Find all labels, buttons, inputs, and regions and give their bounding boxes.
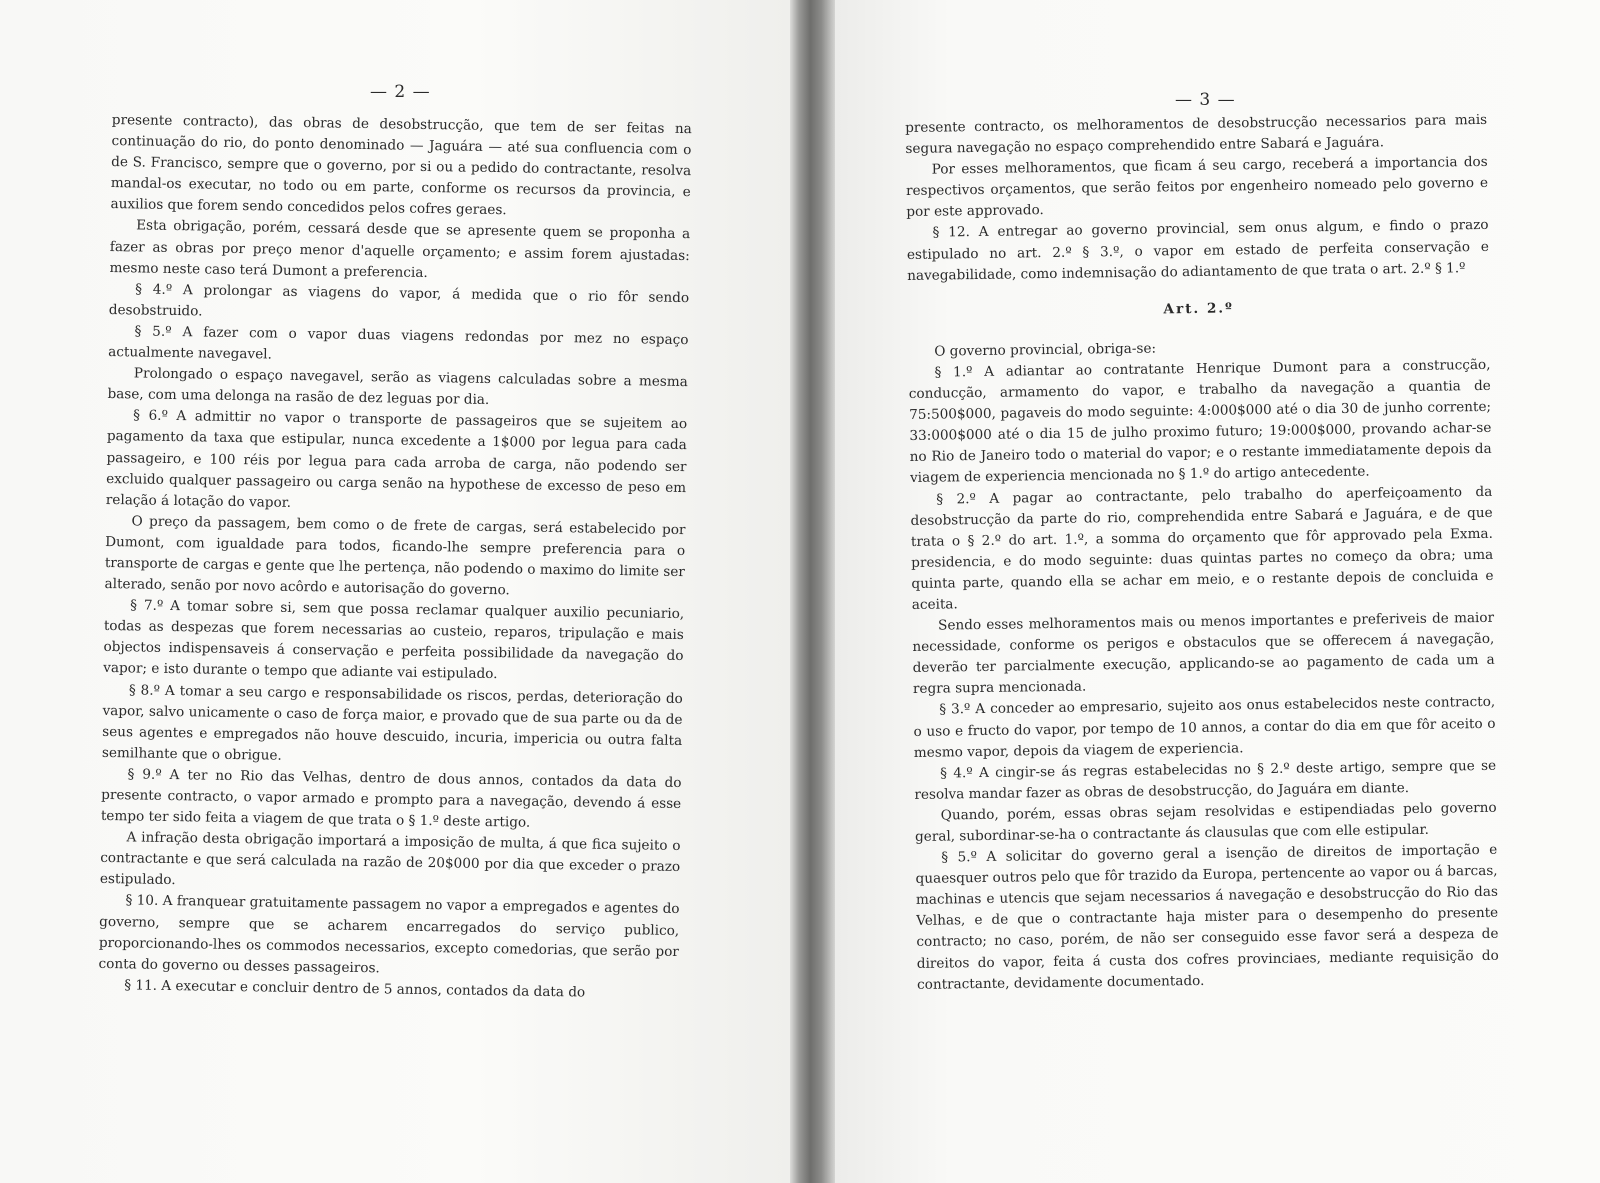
paragraph: § 5.º A solicitar do governo geral a isenção de direitos de importação e quaesquer outros pelo que fôr trazido da Europa, pertencente ao vapor ou á barcas, machinas e utencis que sejam necessarios á navegação e desobstrucção do Rio das Velhas, e de que o contractante haja mister para o desempenho do presente contracto; no caso, porém, de não ser conseguido esse favor será a despeza de direitos do vapor, feita á custa dos cofres provinciaes, mediante requisição do contractante, devidamente documentado. — [915, 841, 1499, 993]
paragraph: § 2.º A pagar ao contractante, pelo trabalho do aperfeiçoamento da desobstrucção da parte do rio, comprehendida entre Sabará e Jaguára, e de que trata o § 2.º do art. 1.º, a somma do orçamento que fôr approvado pela Exma. presidencia, e do modo seguinte: duas quintas partes no começo da obra; uma quinta parte, quando ella se achar em meio, e o restante depois de concluida e aceita. — [910, 483, 1494, 613]
paragraph: presente contracto), das obras de desobstrucção, que tem de ser feitas na continuação do rio, do ponto denominado — Jaguára — até sua confluencia com o de S. Francisco, sempre que o governo, por si ou a pedido do contractante, resolva mandal-os executar, no todo ou em parte, conforme os recursos da provincia, e auxilios que forem sendo concedidos pelos cofres geraes. — [110, 111, 692, 219]
paragraph: O governo provincial, obriga-se: — [934, 340, 1157, 360]
paragraph: Por esses melhoramentos, que ficam á seu cargo, receberá a importancia dos respectivos orçamentos, que serão feitos por engenheiro nomeado pelo governo e por este approvado. — [905, 154, 1489, 221]
paragraph: Esta obrigação, porém, cessará desde que se apresente quem se proponha a fazer as obras por preço menor d'aquelle orçamento; e assim forem ajustadas: mesmo neste caso terá Dumont a preferencia. — [109, 217, 691, 281]
paragraph: presente contracto, os melhoramentos de desobstrucção necessarios para mais segura navegação no espaço comprehendido entre Sabará e Jaguára. — [905, 111, 1488, 158]
page-number-right: — 3 — — [1175, 90, 1236, 110]
paragraph: A infração desta obrigação importará a imposição de multa, á que fica sujeito o contractante e que será calculada na razão de 20$000 por dia que exceder o prazo estipulado. — [99, 829, 681, 889]
left-page-text — [98, 110, 692, 1005]
paragraph: § 8.º A tomar a seu cargo e responsabilidade os riscos, perdas, deterioração do vapor, salvo unicamente o caso de força maior, e provado que de sua parte ou da de seus agentes e empregados não houve descuido, incuria, impericia ou outra falta semilhante que o obrigue. — [101, 681, 683, 764]
paragraph: § 1.º A adiantar ao contratante Henrique Dumont para a construcção, conducção, armamento do vapor, e trabalho da navegação a quantia de 75:500$000, pagaveis do modo seguinte: 4:000$000 até o dia 30 de junho corrente; 33:000$000 até o dia 15 de julho proximo futuro; 19:000$000, provando achar-se no Rio de Janeiro todo o material do vapor; e o restante immediatamente depois da viagem de experiencia mencionada no § 1.º do artigo antecedente. — [908, 356, 1492, 487]
paragraph: § 3.º A conceder ao empresario, sujeito aos onus estabelecidos neste contracto, o uso e fructo do vapor, por tempo de 10 annos, a contar do dia em que fôr aceito o mesmo vapor, depois da viagem de experiencia. — [913, 694, 1496, 761]
paragraph: § 6.º A admittir no vapor o transporte de passageiros que se sujeitem ao pagamento da taxa que estipular, nunca excedente a 1$000 por legua para cada passageiro, e 100 réis por legua para cada arroba de carga, não podendo ser excluido qualquer passageiro ou carga senão na hypothese de excesso de peso em relação á lotação do vapor. — [105, 407, 688, 511]
paragraph: § 9.º A ter no Rio das Velhas, dentro de dous annos, contados da data do presente contracto, o vapor armado e prompto para a navegação, devendo á esse tempo ter sido feita a viagem de que trata o § 1.º deste artigo. — [100, 766, 682, 831]
paragraph: § 11. A executar e concluir dentro de 5 annos, contados da data do — [124, 977, 586, 1001]
paragraph: § 4.º A cingir-se ás regras estabelecidas no § 2.º deste artigo, sempre que se resolva mandar fazer as obras de desobstrucção, do Jaguára em diante. — [914, 757, 1497, 803]
paragraph: O preço da passagem, bem como o de frete de cargas, será estabelecido por Dumont, com igualdade para todos, ficando-lhe sempre preferencia para o transporte de cargas e gente que lhe pertença, não podendo o maximo do limite ser alterado, senão por novo acôrdo e autorisação do governo. — [104, 513, 686, 599]
page-number-left: — 2 — — [370, 82, 431, 102]
paragraph: § 10. A franquear gratuitamente passagem no vapor a empregados e agentes do governo, sempre que se acharem encarregados do serviço publico, proporcionando-lhes os commodos necessarios, excepto comedorias, que serão por conta do governo ou desses passageiros. — [98, 892, 680, 977]
paragraph: Prolongado o espaço navegavel, serão as viagens calculadas sobre a mesma base, com uma delonga na rasão de dez leguas por dia. — [107, 365, 688, 409]
paragraph: § 7.º A tomar sobre si, sem que possa reclamar qualquer auxilio pecuniario, todas as despezas que forem necessarias ao custeio, reparos, tripulação e mais objectos indispensaveis á conservação e perfeita possibilidade da navegação do vapor; e isto durante o tempo que adiante vai estipulado. — [103, 597, 685, 683]
right-page — [835, 0, 1600, 1183]
paragraph: § 12. A entregar ao governo provincial, sem onus algum, e findo o prazo estipulado no art. 2.º § 3.º, o vapor em estado de perfeita conservação e navegabilidade, como indemnisação do adiantamento de que trata o art. 2.º § 1.º — [906, 217, 1489, 284]
article-heading: Art. 2.º — [1163, 300, 1235, 318]
paragraph: Sendo esses melhoramentos mais ou menos importantes e preferiveis de maior necessidade, conforme os perigos e obstaculos que se offerecem á navegação, deverão ter parcialmente execução, applicando-se ao pagamento de cada um a regra supra mencionada. — [912, 609, 1495, 698]
paragraph: § 4.º A prolongar as viagens do vapor, á medida que o rio fôr sendo desobstruido. — [108, 281, 690, 320]
right-page-text — [905, 110, 1499, 996]
left-page — [0, 0, 790, 1183]
paragraph: § 5.º A fazer com o vapor duas viagens redondas por mez no espaço actualmente navegavel. — [108, 323, 689, 363]
book-spine — [790, 0, 835, 1183]
paragraph: Quando, porém, essas obras sejam resolvidas e estipendiadas pelo governo geral, subordinar-se-ha o contractante ás clausulas que com elle estipular. — [914, 799, 1497, 845]
